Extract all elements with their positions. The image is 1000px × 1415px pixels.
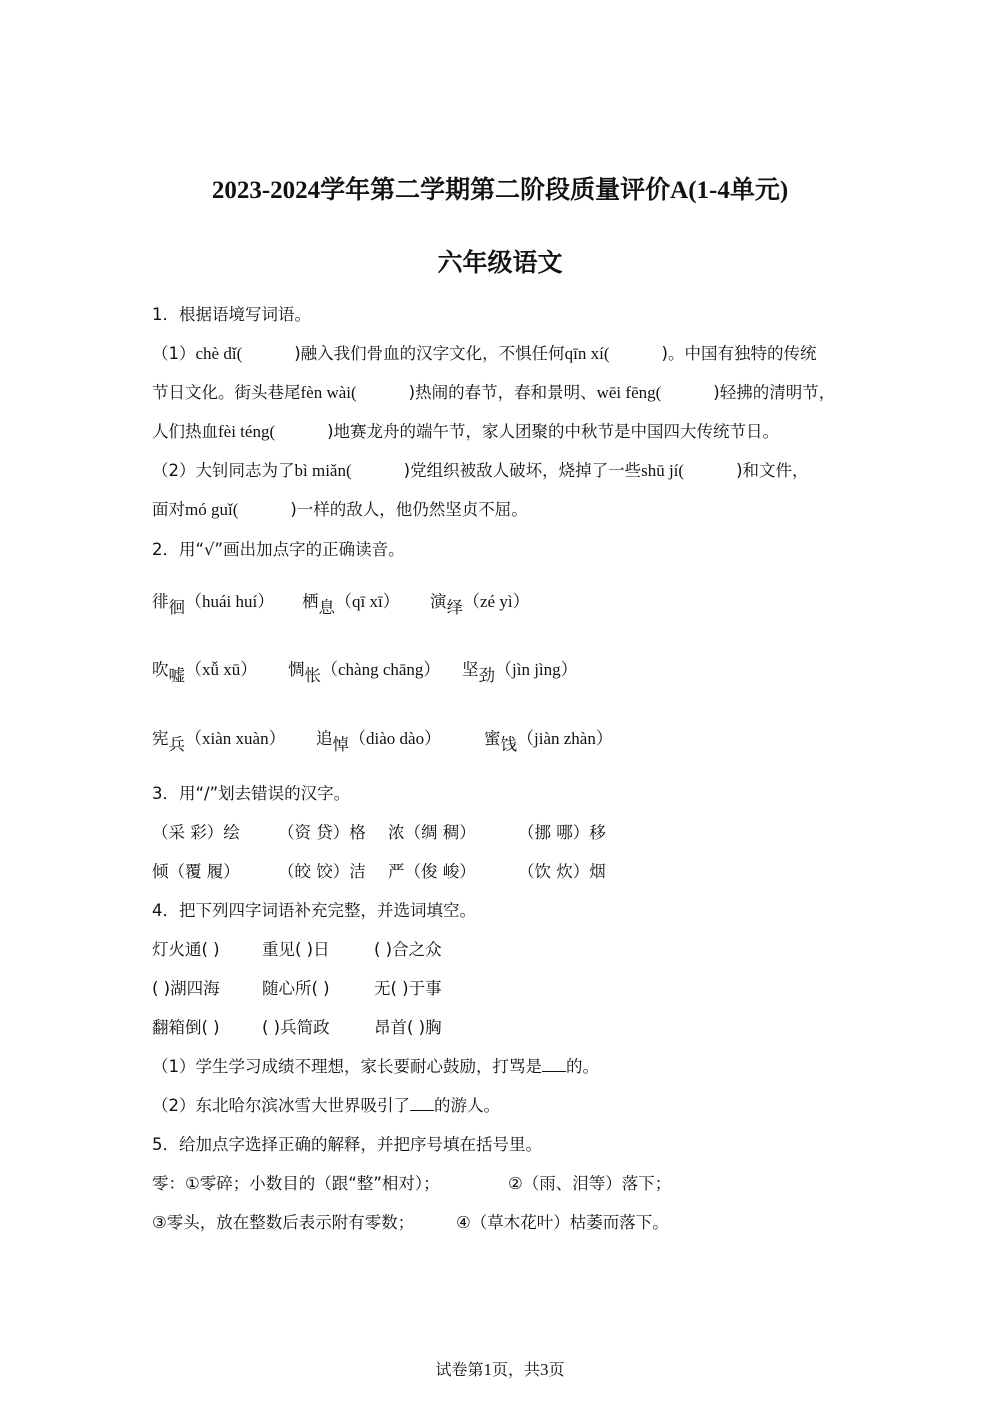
char-choice[interactable]: （采 彩）绘 [152,823,240,842]
dotted-char: 兵 [168,735,185,754]
idiom-fill[interactable]: ( )合之众 [374,940,442,959]
q4-heading: 4．把下列四字词语补充完整，并选词填空。 [152,901,476,920]
word-char: 吹 [152,660,169,679]
footer-text: 页，共 [491,1360,540,1379]
page-footer [0,1357,1000,1380]
q1-text: )。中国有独特的传统 [661,344,817,363]
q1-para-line3 [152,422,779,442]
pinyin-choice[interactable] [484,729,613,754]
q1-text: 面对 [152,500,185,519]
dotted-char: 徊 [168,598,185,617]
q3-row1 [152,823,606,843]
q1-text: )融入我们骨血的汉字文化，不惧任何 [294,344,565,363]
idiom-fill[interactable]: ( )兵简政 [262,1018,330,1037]
pinyin-choice[interactable] [152,592,302,617]
dotted-char: 悼 [332,735,349,754]
q1-text: )地赛龙舟的端午节，家人团聚的中秋节是中国四大传统节日。 [327,422,780,441]
q1-para-line4 [152,461,809,481]
idiom-fill[interactable]: 昂首( )胸 [374,1018,442,1037]
char-choice[interactable]: （皎 饺）洁 [278,862,366,881]
q2-row2 [152,660,578,685]
sentence-text: （1）学生学习成绩不理想，家长要耐心鼓励，打骂是 [152,1057,542,1076]
q4-row3 [152,1018,442,1038]
q4-sentence1 [152,1057,599,1077]
q5-definitions-line2 [152,1213,669,1233]
pinyin-options: （xiàn xuàn） [185,729,286,748]
pinyin-choice[interactable] [302,592,430,617]
q2-row3 [152,729,613,754]
pinyin-options: （jìn jìng） [495,660,578,679]
q1-heading: 1．根据语境写词语。 [152,305,311,324]
pinyin-options: （xǚ xū） [185,660,258,679]
pinyin-choice[interactable] [462,660,578,685]
pinyin-options: （zé yì） [463,592,530,611]
pinyin-shu-ji: shū jí( [641,461,685,480]
q4-row1 [152,940,442,960]
word-char: 演 [430,592,447,611]
idiom-fill[interactable]: 灯火通( ) [152,940,220,959]
sentence-text: 的游人。 [434,1096,500,1115]
char-choice[interactable]: 严（俊 峻） [388,862,476,881]
char-choice[interactable]: 倾（覆 履） [152,862,240,881]
q3-row2 [152,862,606,882]
pinyin-mo-gui: mó guǐ( [185,500,239,519]
pinyin-options: （huái huí） [185,592,275,611]
idiom-fill[interactable]: 随心所( ) [262,979,330,998]
pinyin-qin-xi: qīn xí( [564,344,610,363]
dotted-char: 嘘 [168,666,185,685]
idiom-fill[interactable]: 无( )于事 [374,979,442,998]
answer-underline[interactable] [542,1057,566,1072]
q5-definitions-line1 [152,1174,671,1194]
pinyin-fei-teng: fèi téng( [218,422,276,441]
word-char: 栖 [302,592,319,611]
footer-text: 试卷第 [435,1360,484,1379]
idiom-fill[interactable]: ( )湖四海 [152,979,220,998]
pinyin-choice[interactable] [152,729,316,754]
idiom-fill[interactable]: 翻箱倒( ) [152,1018,220,1037]
char-choice[interactable]: （挪 哪）移 [518,823,606,842]
pinyin-choice[interactable] [152,660,288,685]
q1-para-line5 [152,500,528,520]
pinyin-options: （jiàn zhàn） [517,729,613,748]
char-choice[interactable]: （资 贷）格 [278,823,366,842]
char-choice[interactable]: （饮 炊）烟 [518,862,606,881]
q1-text: 节日文化。街头巷尾 [152,383,301,402]
sentence-text: 的。 [566,1057,599,1076]
q1-text: )轻拂的清明节， [713,383,836,402]
word-char: 追 [316,729,333,748]
page-number: 1 [483,1360,492,1379]
page-total: 3 [540,1360,549,1379]
word-char: 宪 [152,729,169,748]
word-char: 惆 [288,660,305,679]
pinyin-che-di: chè dǐ( [195,344,243,363]
definition-text: ③零头，放在整数后表示附有零数； [152,1213,415,1232]
definition-text: ②（雨、泪等）落下； [508,1174,672,1193]
pinyin-choice[interactable] [288,660,462,685]
dotted-char: 劲 [478,666,495,685]
dotted-char: 息 [318,598,335,617]
q3-heading: 3．用“/”划去错误的汉字。 [152,784,351,803]
q1-text: )一样的敌人，他仍然坚贞不屈。 [290,500,528,519]
idiom-fill[interactable]: 重见( )日 [262,940,330,959]
pinyin-choice[interactable] [316,729,484,754]
pinyin-fen-wai: fèn wài( [300,383,357,402]
word-char: 徘 [152,592,169,611]
pinyin-bi-mian: bì miǎn( [294,461,352,480]
pinyin-options: （diào dào） [349,729,442,748]
pinyin-options: （qī xī） [335,592,400,611]
dotted-char: 绎 [446,598,463,617]
char-choice[interactable]: 浓（绸 稠） [388,823,476,842]
q1-para-line2 [152,383,835,403]
definition-text: 零：①零碎；小数目的（跟“整”相对）； [152,1174,440,1193]
word-char: 坚 [462,660,479,679]
pinyin-options: （chàng chāng） [321,660,441,679]
q5-heading: 5．给加点字选择正确的解释，并把序号填在括号里。 [152,1135,542,1154]
q1-text: 人们热血 [152,422,218,441]
exam-title: 2023-2024学年第二学期第二阶段质量评价A(1-4单元) [211,177,789,204]
pinyin-choice[interactable] [430,592,530,617]
q2-row1 [152,592,530,617]
q1-para-line1 [152,344,816,364]
word-char: 蜜 [484,729,501,748]
dotted-char: 怅 [304,666,321,685]
answer-underline[interactable] [410,1096,434,1111]
footer-text: 页 [548,1360,565,1379]
q1-item1-marker: （1） [152,344,196,363]
pinyin-wei-feng: wēi fēng( [596,383,662,402]
dotted-char: 饯 [500,735,517,754]
q1-text: )和文件， [736,461,809,480]
q4-sentence2 [152,1096,500,1116]
definition-text: ④（草木花叶）枯萎而落下。 [456,1213,669,1232]
q1-text: )党组织被敌人破坏，烧掉了一些 [403,461,642,480]
q1-text: （2）大钊同志为了 [152,461,295,480]
exam-subtitle: 六年级语文 [437,250,563,277]
sentence-text: （2）东北哈尔滨冰雪大世界吸引了 [152,1096,410,1115]
q4-row2 [152,979,442,999]
q2-heading: 2．用“√”画出加点字的正确读音。 [152,540,405,559]
q1-text: )热闹的春节，春和景明、 [408,383,597,402]
